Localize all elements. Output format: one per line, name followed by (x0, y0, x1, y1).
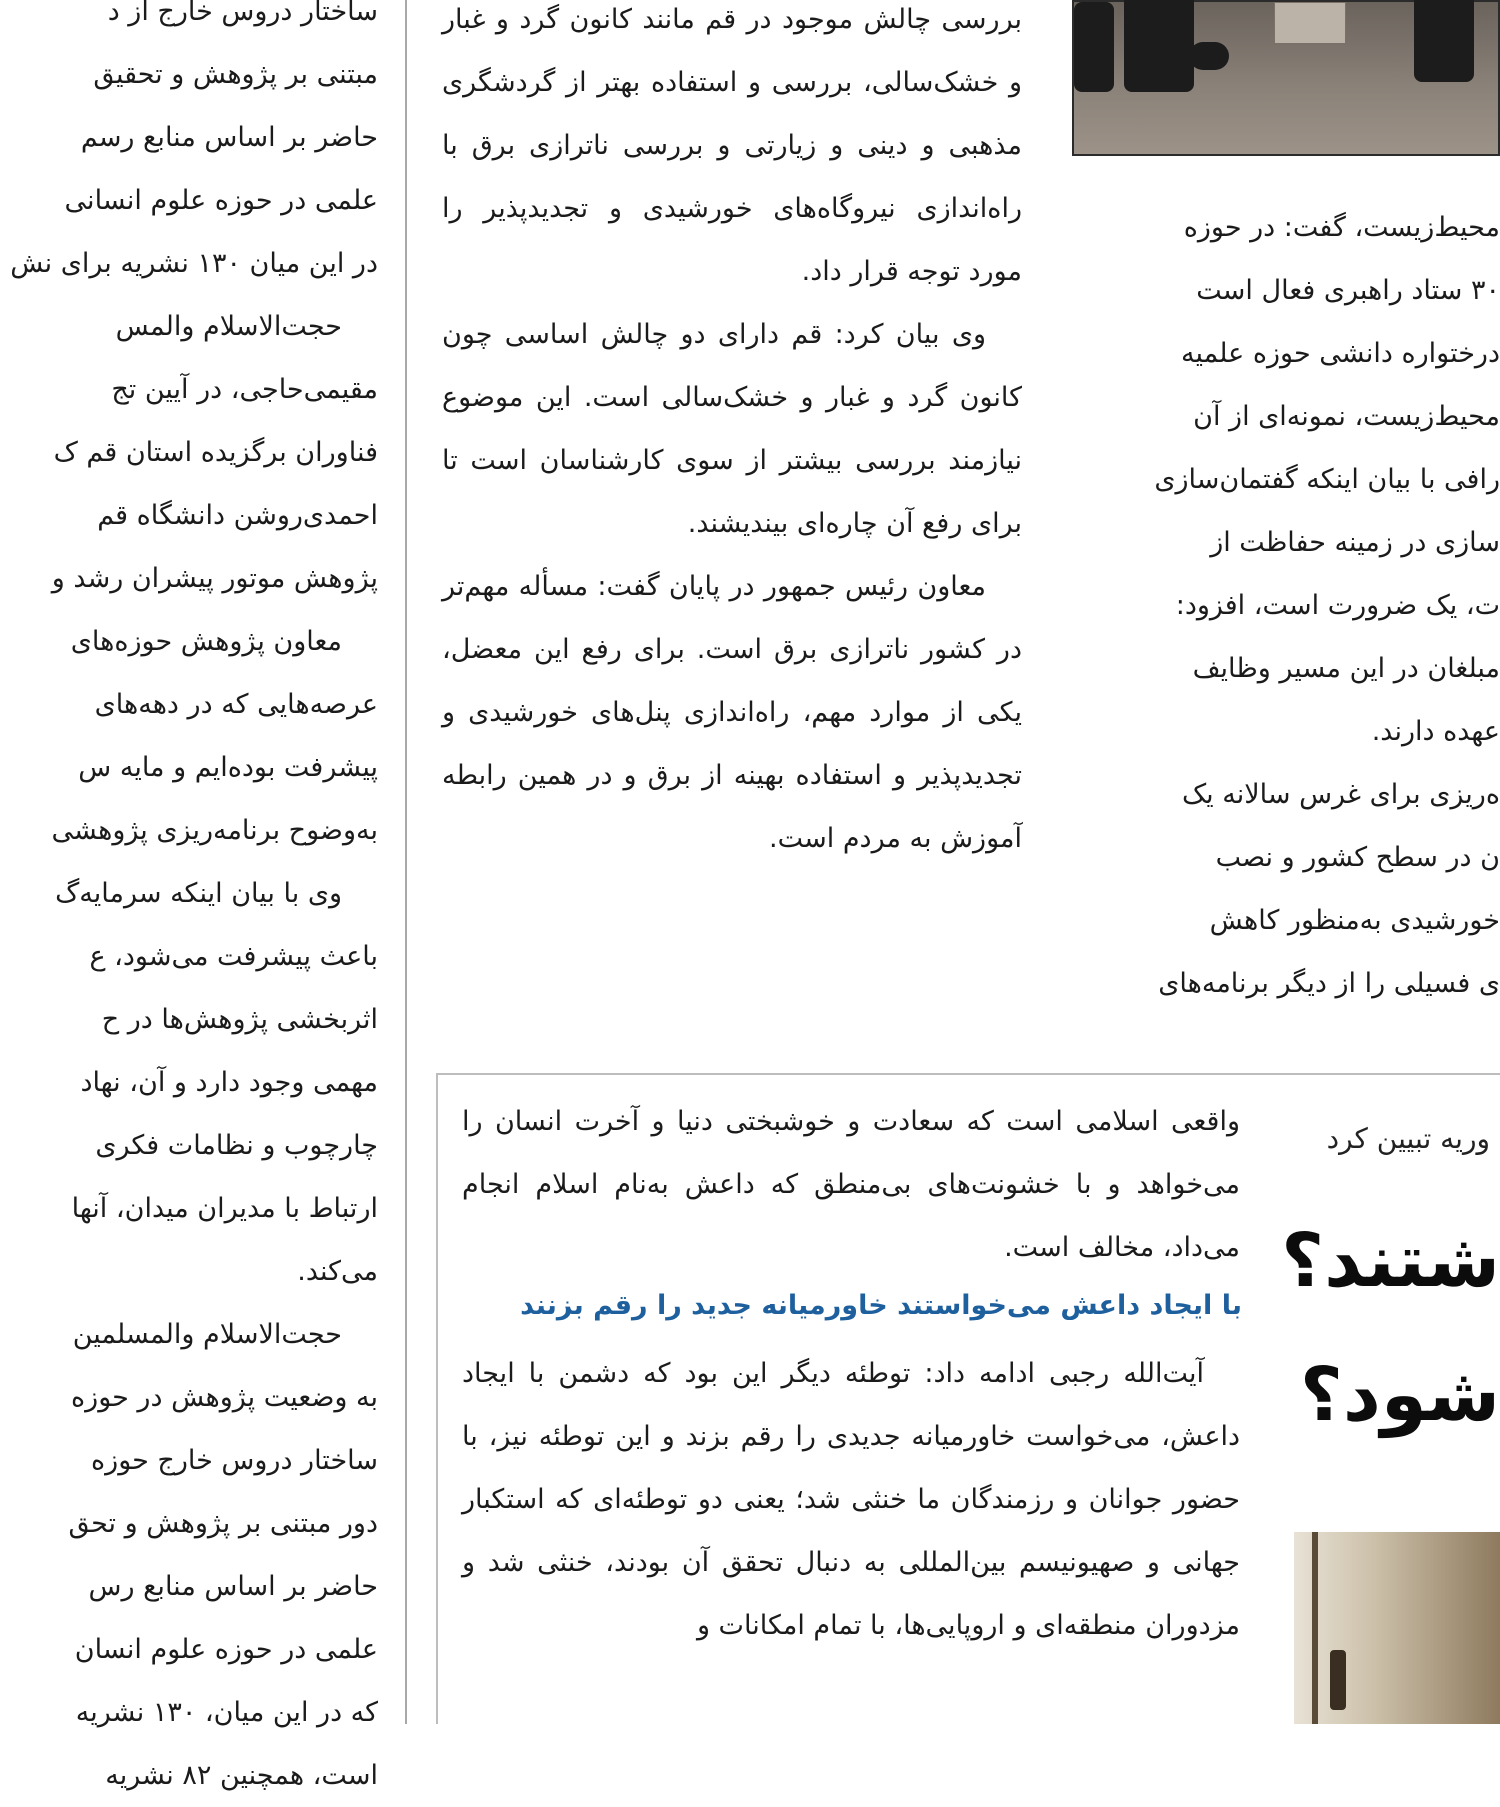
paragraph: ی فسیلی را از دیگر برنامه‌های (1158, 968, 1500, 999)
paragraph: وی با بیان اینکه سرمایه‌گ (55, 878, 342, 909)
paragraph: بررسی چالش موجود در قم مانند کانون گرد و غبار و خشک‌سالی، بررسی و استفاده بهتر از گردشگری مذهبی و دینی و زیارتی و بررسی ناترازی برق با راه‌اندازی نیروگاه‌های خورشیدی و تجدیدپذیر را مورد توجه قرار داد. (442, 4, 1022, 287)
paragraph: ت، یک ضرورت است، افزود: (1175, 590, 1500, 621)
paragraph: دور مبتنی بر پژوهش و تحق (68, 1508, 378, 1539)
paragraph: معاون رئیس جمهور در پایان گفت: مسأله مهم‌تر در کشور ناترازی برق است. برای رفع این معضل، یکی از موارد مهم، راه‌اندازی پنل‌های خورشیدی و تجدیدپذیر و استفاده بهینه از برق و در همین رابطه آموزش به مردم است. (442, 571, 1022, 854)
paragraph: خورشیدی به‌منظور کاهش (1209, 905, 1500, 936)
paragraph: آیت‌الله رجبی ادامه داد: توطئه دیگر این بود که دشمن با ایجاد داعش، می‌خواست خاورمیانه جدیدی را رقم بزند و این توطئه نیز، با حضور جوانان و رزمندگان ما خنثی شد؛ یعنی دو توطئه‌ای که استکبار جهانی و صهیونیسم بین‌المللی به دنبال تحقق آن بودند، خنثی شد و مزدوران منطقه‌ای و اروپایی‌ها، با تمام امکانات و (462, 1358, 1240, 1641)
left-column (0, 0, 378, 1791)
paragraph: مقیمی‌حاجی، در آیین تج (111, 374, 378, 405)
paragraph: پیشرفت بوده‌ایم و مایه س (78, 752, 378, 783)
article2-paragraph (462, 1342, 1240, 1657)
feature-kicker: وریه تبیین کرد (1326, 1122, 1490, 1155)
door-frame (1312, 1532, 1318, 1724)
right-column (1080, 196, 1500, 1054)
paragraph: عرصه‌هایی که در دهه‌های (94, 689, 378, 720)
feature-headline-1: شتند؟ (1281, 1218, 1500, 1304)
paragraph: به وضعیت پژوهش در حوزه (71, 1382, 378, 1413)
paragraph: حاضر بر اساس منابع رس (88, 1571, 378, 1602)
paragraph: مهمی وجود دارد و آن، نهاد (80, 1067, 378, 1098)
door-handle (1330, 1650, 1346, 1710)
paragraph: در این میان ۱۳۰ نشریه برای نش (10, 248, 378, 279)
paragraph: می‌کند. (297, 1256, 378, 1287)
paragraph: فناوران برگزیده استان قم ک (53, 437, 378, 468)
paragraph: باعث پیشرفت می‌شود، ع (89, 941, 378, 972)
paragraph: ۳۰ ستاد راهبری فعال است (1196, 275, 1500, 306)
paragraph: مبلغان در این مسیر وظایف (1192, 653, 1500, 684)
paragraph: درختواره دانشی حوزه علمیه (1180, 338, 1500, 369)
paragraph: ه‌ریزی برای غرس سالانه یک (1181, 779, 1500, 810)
paragraph: حجت‌الاسلام والمس (115, 311, 342, 342)
paragraph: به‌وضوح برنامه‌ریزی پژوهشی (51, 815, 378, 846)
right-column-body (1080, 196, 1500, 1015)
box-border-top (436, 1073, 1500, 1075)
paragraph: ساختار دروس خارج از د (107, 0, 378, 27)
article2-intro (462, 1090, 1240, 1279)
paragraph: واقعی اسلامی است که سعادت و خوشبختی دنیا و آخرت انسان را می‌خواهد و با خشونت‌های بی‌منطق که داعش به‌نام اسلام انجام می‌داد، مخالف است. (462, 1106, 1240, 1263)
paragraph: علمی در حوزه علوم انسان (74, 1634, 378, 1665)
left-column-body (0, 0, 378, 1807)
paragraph: رافی با بیان اینکه گفتمان‌سازی (1154, 464, 1500, 495)
column-divider-left (405, 0, 407, 1724)
middle-column-body (442, 0, 1022, 870)
paragraph: علمی در حوزه علوم انسانی (64, 185, 378, 216)
bottom-photo (1294, 1532, 1500, 1724)
paragraph: سازی در زمینه حفاظت از (1210, 527, 1500, 558)
article2-subhead: با ایجاد داعش می‌خواستند خاورمیانه جدید را رقم بزنند (520, 1290, 1242, 1321)
paragraph: ن در سطح کشور و نصب (1215, 842, 1500, 873)
top-photo (1072, 0, 1500, 156)
feature-headline-2: شود؟ (1299, 1352, 1500, 1438)
box-border-left (436, 1073, 438, 1724)
paragraph: حجت‌الاسلام والمسلمین (72, 1319, 342, 1350)
paragraph: پژوهش موتور پیشران رشد و (51, 563, 378, 594)
paragraph: حاضر بر اساس منابع رسم (80, 122, 378, 153)
paragraph: عهده دارند. (1371, 716, 1500, 747)
paragraph: وی بیان کرد: قم دارای دو چالش اساسی چون کانون گرد و غبار و خشک‌سالی است. این موضوع نیازمند بررسی بیشتر از سوی کارشناسان است تا برای رفع آن چاره‌ای بیندیشند. (442, 319, 1022, 539)
paragraph: ارتباط با مدیران میدان، آنها (71, 1193, 378, 1224)
paragraph: چارچوب و نظامات فکری (95, 1130, 378, 1161)
paragraph: است، همچنین ۸۲ نشریه (105, 1760, 378, 1791)
paragraph: ساختار دروس خارج حوزه (91, 1445, 378, 1476)
paragraph: که در این میان، ۱۳۰ نشریه (75, 1697, 378, 1728)
paragraph: احمدی‌روشن دانشگاه قم (97, 500, 378, 531)
paragraph: اثربخشی پژوهش‌ها در ح (101, 1004, 378, 1035)
paragraph: محیط‌زیست، گفت: در حوزه (1183, 212, 1500, 243)
paragraph: محیط‌زیست، نمونه‌ای از آن (1193, 401, 1500, 432)
paragraph: مبتنی بر پژوهش و تحقیق (93, 59, 378, 90)
middle-column (442, 0, 1022, 1048)
paragraph: معاون پژوهش حوزه‌های (70, 626, 342, 657)
article2-body-continued (462, 1342, 1240, 1724)
